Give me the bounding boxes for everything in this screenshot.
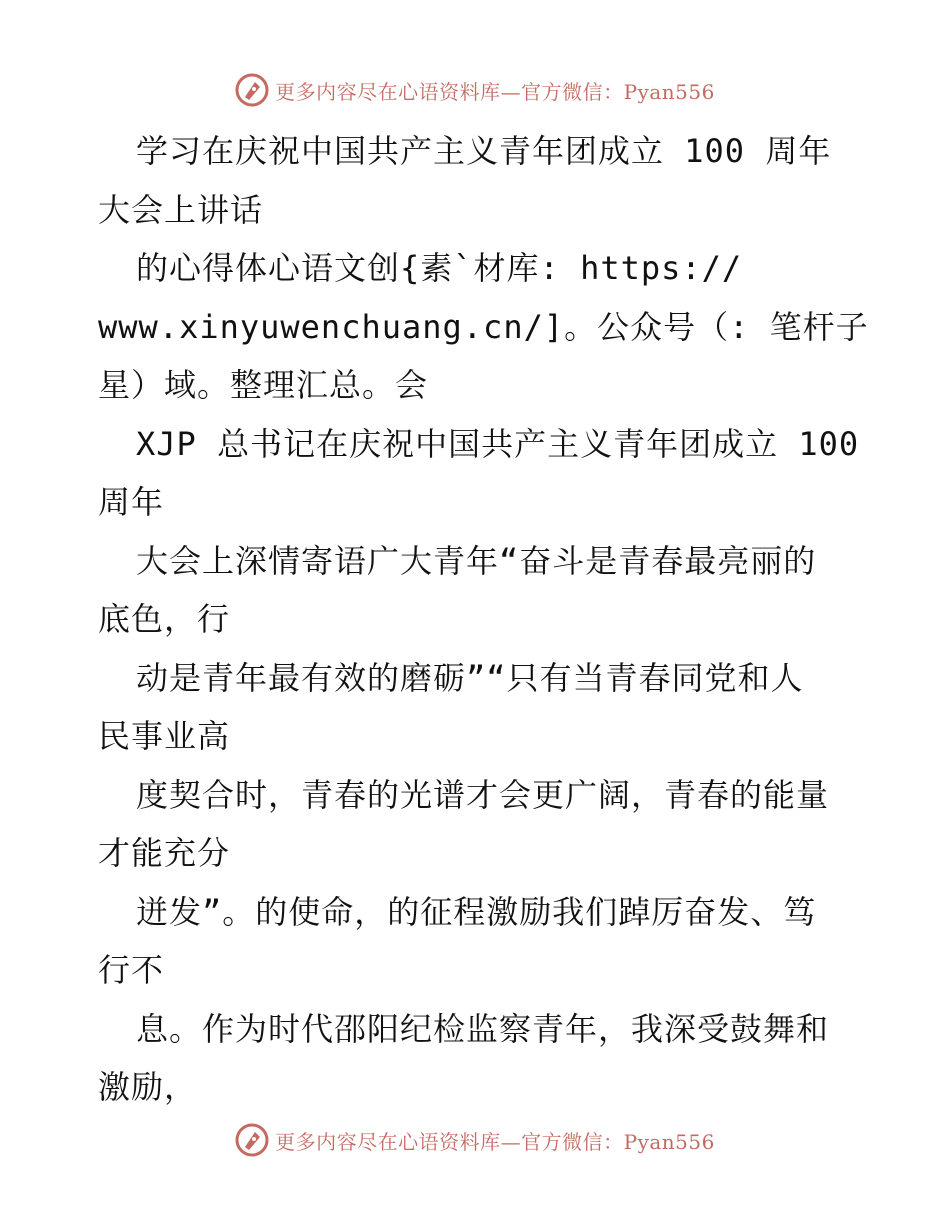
- pen-nib-logo-icon: [235, 1123, 269, 1157]
- footer-banner: [0, 1120, 950, 1160]
- body-text: [98, 122, 869, 1117]
- pen-nib-logo-icon: [235, 73, 269, 107]
- text-line: 激励，: [98, 1068, 198, 1106]
- header-banner-text: 更多内容尽在心语资料库—官方微信：Pyan556: [275, 79, 715, 104]
- text-line: 息。作为时代邵阳纪检监察青年，我深受鼓舞和: [136, 1009, 830, 1048]
- text-line: 行不: [98, 951, 165, 989]
- text-line: 大会上深情寄语广大青年“奋斗是青春最亮丽的: [136, 541, 817, 580]
- text-line: XJP 总书记在庆祝中国共产主义青年团成立 100: [136, 424, 860, 463]
- footer-banner-text: 更多内容尽在心语资料库—官方微信：Pyan556: [275, 1129, 715, 1154]
- text-line: 才能充分: [98, 834, 231, 872]
- text-line: 学习在庆祝中国共产主义青年团成立 100 周年: [136, 132, 832, 170]
- text-line: 度契合时，青春的光谱才会更广阔，青春的能量: [136, 775, 830, 814]
- text-line: www.xinyuwenchuang.cn/]。公众号（: 笔杆子: [98, 307, 869, 346]
- text-line: 的心得体心语文创{素`材库: https://: [136, 249, 743, 287]
- text-line: 大会上讲话: [98, 190, 264, 229]
- text-line: 动是青年最有效的磨砺”“只有当青春同党和人: [136, 658, 804, 697]
- text-line: 迸发”。的使命，的征程激励我们踔厉奋发、笃: [136, 892, 817, 931]
- text-line: 民事业高: [98, 717, 231, 755]
- text-line: 底色，行: [98, 600, 231, 638]
- text-line: 星）域。整理汇总。会: [98, 366, 429, 404]
- header-banner: [0, 70, 950, 110]
- text-line: 周年: [98, 483, 165, 521]
